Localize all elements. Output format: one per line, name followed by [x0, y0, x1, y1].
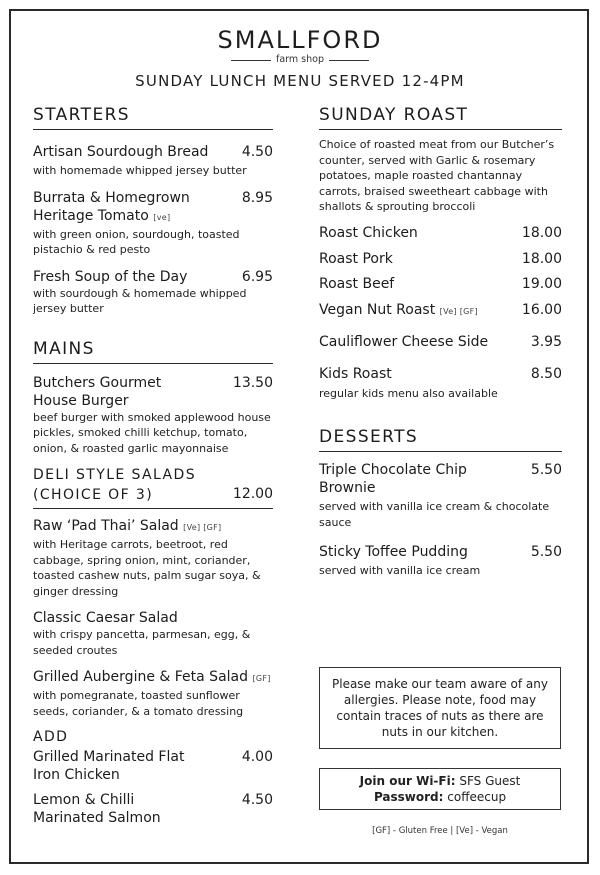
item-name — [319, 461, 467, 497]
item-price: 18.00 — [521, 250, 562, 267]
salads-heading-line2: (CHOICE OF 3) — [33, 487, 154, 503]
wifi-password-label: Password: — [373, 790, 444, 804]
item-description: with Heritage carrots, beetroot, red cabbage, spring onion, mint, coriander, toasted cashew nuts, palm sugar soya, & ginger dressing — [33, 538, 261, 598]
menu-item — [319, 365, 562, 402]
add-item — [33, 791, 273, 827]
add-heading: ADD — [33, 729, 69, 745]
wifi-network-name: SFS Guest — [459, 774, 521, 788]
dietary-tag: [GF] — [252, 674, 271, 683]
subtitle-rule-right — [329, 60, 369, 61]
dietary-legend: [GF] - Gluten Free | [Ve] - Vegan — [372, 826, 508, 836]
menu-item — [33, 374, 273, 457]
menu-item — [319, 461, 562, 530]
item-name-line2: Marinated Salmon — [33, 810, 161, 826]
menu-item — [319, 224, 562, 242]
item-price: 4.50 — [241, 144, 273, 160]
salad-item — [33, 517, 273, 599]
item-price: 19.00 — [521, 275, 562, 292]
item-name: Fresh Soup of the Day — [33, 268, 188, 285]
salad-item — [33, 609, 273, 658]
item-name — [33, 374, 161, 410]
menu-item — [33, 189, 273, 258]
menu-item — [319, 543, 562, 579]
item-name-line2: Brownie — [319, 480, 376, 496]
salads-heading — [33, 465, 273, 509]
item-price: 3.95 — [530, 333, 562, 350]
menu-header — [0, 26, 600, 90]
item-description: with green onion, sourdough, toasted pistachio & red pesto — [33, 227, 240, 256]
item-name: Roast Pork — [319, 250, 393, 267]
salad-name: Raw ‘Pad Thai’ Salad — [33, 518, 179, 534]
item-name-line1: Burrata & Homegrown — [33, 189, 190, 206]
item-price: 16.00 — [521, 301, 562, 318]
subtitle-rule-left — [231, 60, 271, 61]
item-name — [319, 301, 478, 321]
roast-intro: Choice of roasted meat from our Butcher’s counter, served with Garlic & rosemary potatoes, maple roasted chantannay carrots, braised sweetheart cabbage with shallots & sprouting broccoli — [319, 138, 555, 213]
dietary-tag: [Ve] [GF] — [439, 306, 478, 316]
allergy-notice: Please make our team aware of any allergies. Please note, food may contain traces of nuts as there are nuts in our kitchen. — [319, 667, 561, 749]
dietary-tag: [Ve] [GF] — [183, 523, 222, 532]
item-description: with sourdough & homemade whipped jersey butter — [33, 286, 247, 315]
menu-item — [33, 268, 273, 317]
item-name — [33, 791, 161, 827]
dietary-tag: [ve] — [153, 212, 171, 222]
roast-name: Vegan Nut Roast — [319, 301, 436, 318]
wifi-password-value: coffeecup — [447, 790, 507, 804]
brand-subtitle — [0, 54, 600, 66]
left-column — [33, 104, 273, 827]
item-description: served with vanilla ice cream — [319, 564, 481, 577]
right-column — [319, 104, 562, 579]
menu-item — [319, 250, 562, 268]
desserts-heading: DESSERTS — [319, 426, 562, 452]
item-price: 5.50 — [530, 462, 562, 478]
item-price: 5.50 — [530, 544, 562, 560]
item-name: Roast Chicken — [319, 224, 418, 241]
sunday-roast-heading: SUNDAY ROAST — [319, 104, 562, 130]
item-name-line1: Grilled Marinated Flat — [33, 749, 185, 765]
menu-item — [319, 275, 562, 293]
menu-item — [319, 333, 562, 351]
salads-heading-line1: DELI STYLE SALADS — [33, 467, 196, 483]
item-name: Classic Caesar Salad — [33, 610, 178, 626]
item-price: 4.00 — [241, 749, 273, 765]
item-name: Roast Beef — [319, 275, 395, 292]
salads-price: 12.00 — [232, 486, 273, 502]
item-name-line1: Lemon & Chilli — [33, 792, 135, 808]
item-price: 18.00 — [521, 224, 562, 241]
item-price: 8.95 — [241, 189, 273, 206]
wifi-network-line — [328, 773, 552, 789]
wifi-network-label: Join our Wi-Fi: — [359, 774, 456, 788]
brand-subtitle-text: farm shop — [276, 54, 324, 65]
item-description: with homemade whipped jersey butter — [33, 164, 247, 177]
item-name-line2: Heritage Tomato — [33, 207, 149, 224]
item-description: beef burger with smoked applewood house pickles, smoked chilli ketchup, tomato, onion, & roasted garlic mayonnaise — [33, 410, 271, 455]
item-price: 4.50 — [241, 792, 273, 808]
menu-tagline: SUNDAY LUNCH MENU SERVED 12-4PM — [135, 72, 465, 90]
item-name-line2: House Burger — [33, 392, 129, 409]
wifi-password-line — [328, 789, 552, 805]
add-item — [33, 748, 273, 784]
item-price: 6.95 — [241, 268, 273, 285]
item-name: Sticky Toffee Pudding — [319, 544, 468, 560]
item-name-line1: Triple Chocolate Chip — [319, 462, 467, 478]
item-description: regular kids menu also available — [319, 386, 498, 400]
menu-item — [33, 143, 273, 179]
item-description: with pomegranate, toasted sunflower seeds, coriander, & a tomato dressing — [33, 689, 244, 718]
item-name-line1: Butchers Gourmet — [33, 374, 162, 391]
starters-heading: STARTERS — [33, 104, 273, 130]
salad-item — [33, 668, 273, 719]
item-name: Cauliflower Cheese Side — [319, 333, 489, 350]
item-name: Kids Roast — [319, 365, 392, 382]
item-name — [33, 189, 190, 227]
item-name: Artisan Sourdough Bread — [33, 144, 209, 160]
item-description: with crispy pancetta, parmesan, egg, & seeded croutes — [33, 628, 251, 657]
menu-item — [319, 301, 562, 321]
item-description: served with vanilla ice cream & chocolate sauce — [319, 500, 550, 529]
item-name-line2: Iron Chicken — [33, 767, 120, 783]
mains-heading: MAINS — [33, 338, 273, 364]
item-name — [33, 517, 273, 537]
item-name — [33, 668, 273, 688]
item-price: 8.50 — [530, 365, 562, 382]
item-price: 13.50 — [232, 374, 273, 391]
wifi-info — [319, 768, 561, 810]
salad-name: Grilled Aubergine & Feta Salad — [33, 669, 249, 685]
brand-name: SMALLFORD — [217, 26, 383, 54]
item-name — [33, 748, 184, 784]
